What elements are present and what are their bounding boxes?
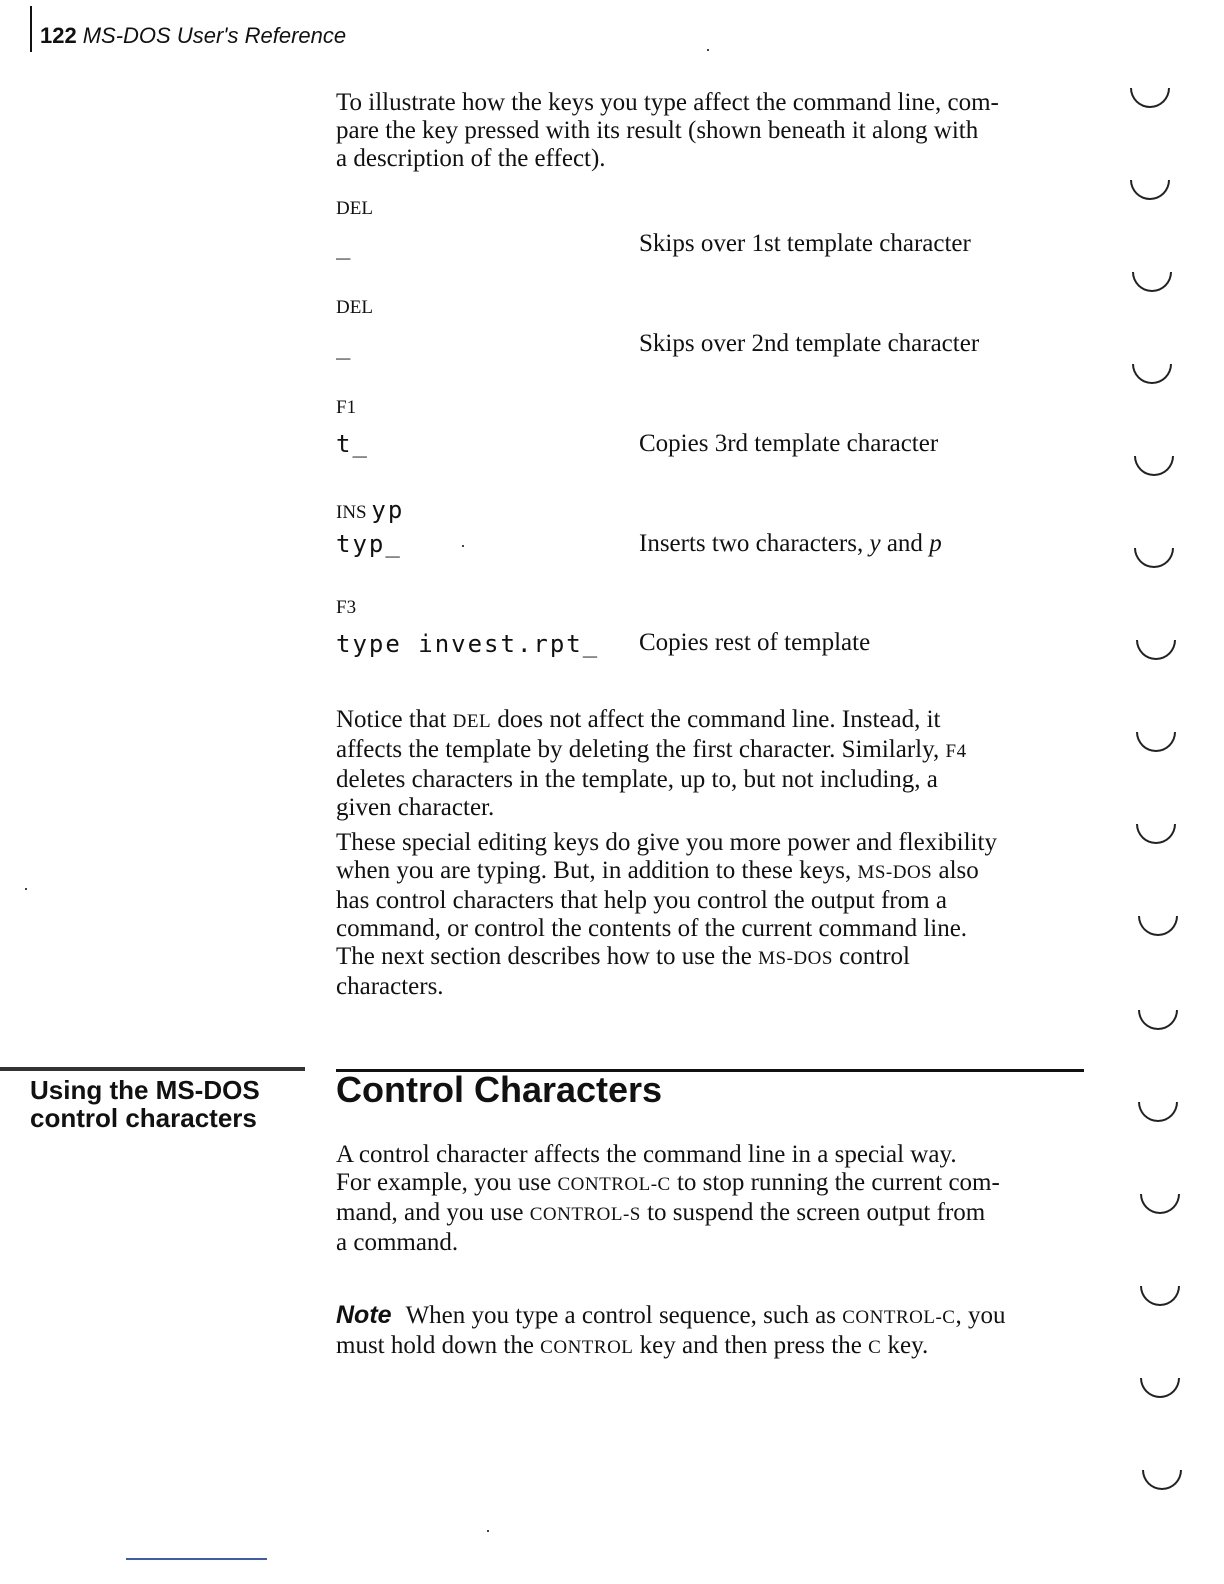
note-paragraph: Note When you type a control sequence, such as CONTROL-C, you must hold down the CONTROL key and then press the C key. <box>336 1301 1006 1359</box>
scan-speck <box>25 888 27 890</box>
example-desc-3: Copies 3rd template character <box>639 430 939 457</box>
binding-ring-icon <box>1140 1378 1180 1398</box>
sidebar-heading: Using the MS-DOS control characters <box>30 1075 260 1133</box>
sidebar-rule <box>0 1067 305 1071</box>
footer-line <box>126 1558 267 1560</box>
example-desc-1: Skips over 1st template character <box>639 230 971 257</box>
book-title: MS-DOS User's Reference <box>82 23 347 48</box>
binding-ring-icon <box>1134 548 1174 568</box>
binding-ring-icon <box>1138 916 1178 936</box>
binding-ring-icon <box>1132 364 1172 384</box>
example-key-f1: F1 <box>336 397 357 418</box>
binding-ring-icon <box>1136 824 1176 844</box>
binding-ring-icon <box>1136 640 1176 660</box>
special-keys-paragraph: These special editing keys do give you more power and flexibility when you are typing. But, in addition to these keys, MS-DOS also has control characters that help you control the output from a command, or control the contents of the current command line. The next section describes how to use the MS-DOS control characters. <box>336 829 997 1000</box>
example-result-2: _ <box>336 332 353 360</box>
example-desc-2: Skips over 2nd template character <box>639 330 980 357</box>
binding-ring-icon <box>1130 180 1170 200</box>
example-key-del-2: DEL <box>336 297 373 318</box>
example-result-4: typ_ <box>336 530 402 558</box>
example-result-3: t_ <box>336 430 369 458</box>
binding-ring-icon <box>1140 1194 1180 1214</box>
scan-speck <box>707 49 709 51</box>
page-number: 122 <box>40 23 77 48</box>
intro-paragraph: To illustrate how the keys you type affect the command line, com- pare the key pressed with its result (shown beneath it along with a description of the effect). <box>336 89 999 172</box>
scan-speck <box>462 545 464 547</box>
binding-ring-icon <box>1134 456 1174 476</box>
binding-ring-icon <box>1138 1010 1178 1030</box>
example-key-del-1: DEL <box>336 198 373 219</box>
example-desc-4: Inserts two characters, y and p <box>639 530 942 557</box>
example-key-f3: F3 <box>336 597 357 618</box>
binding-ring-icon <box>1136 732 1176 752</box>
example-key-typed-text: yp <box>371 496 405 524</box>
example-key-ins: INS yp <box>336 496 405 524</box>
binding-ring-icon <box>1140 1286 1180 1306</box>
example-result-5: type invest.rpt_ <box>336 630 600 658</box>
running-header <box>30 6 346 52</box>
binding-ring-icon <box>1138 1102 1178 1122</box>
example-desc-5: Copies rest of template <box>639 629 871 656</box>
control-paragraph: A control character affects the command line in a special way. For example, you use CONTROL-C to stop running the current com- mand, and you use CONTROL-S to suspend the screen output from a command. <box>336 1141 1000 1256</box>
scan-speck <box>487 1530 489 1532</box>
binding-ring-icon <box>1142 1470 1182 1490</box>
binding-ring-icon <box>1130 88 1170 108</box>
note-label: Note <box>336 1301 392 1329</box>
section-title: Control Characters <box>336 1069 663 1110</box>
notice-paragraph: Notice that DEL does not affect the command line. Instead, it affects the template by deleting the first character. Similarly, F4 deletes characters in the template, up to, but not including, a given character. <box>336 706 967 821</box>
example-result-1: _ <box>336 232 353 260</box>
binding-ring-icon <box>1132 272 1172 292</box>
